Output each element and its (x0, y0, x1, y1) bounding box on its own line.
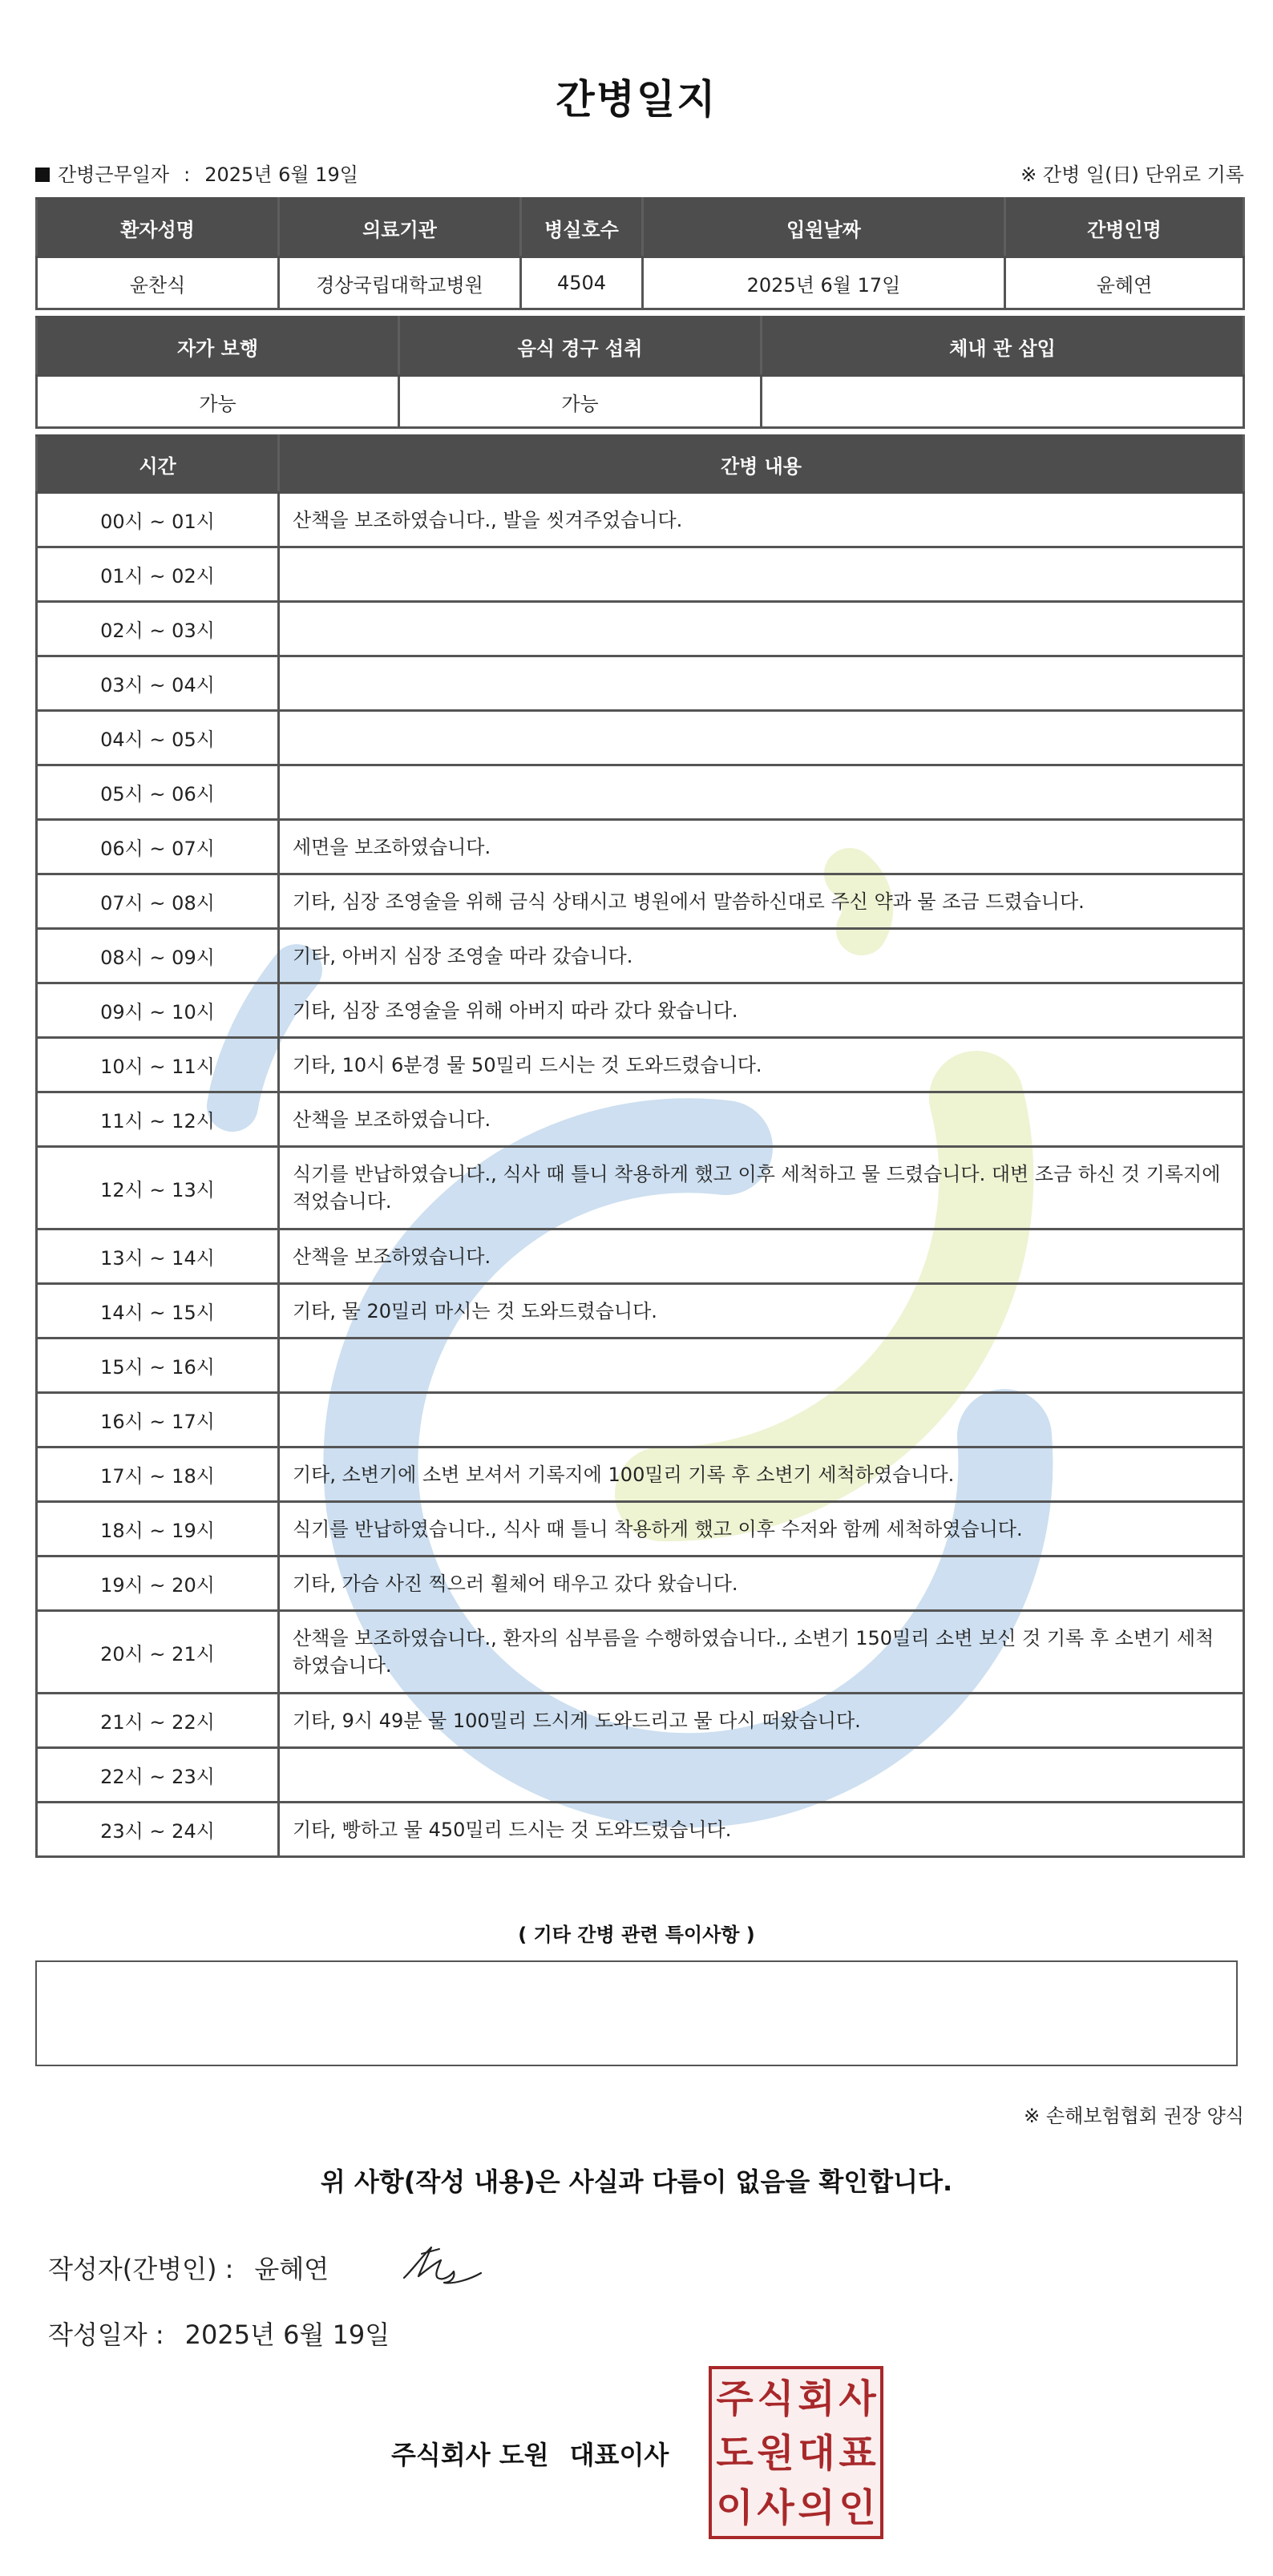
header-care-content: 간병 내용 (279, 436, 1244, 493)
header-tube-insertion: 체내 관 삽입 (762, 317, 1244, 376)
seal-glyph: 주 (716, 2376, 754, 2421)
care-log-body (37, 493, 1244, 1857)
written-date-label: 작성일자 : (48, 2320, 164, 2350)
care-note: 산책을 보조하였습니다. (279, 1092, 1244, 1147)
table-row (37, 656, 1244, 711)
time-slot: 01시 ~ 02시 (37, 547, 279, 602)
handwritten-signature (398, 2236, 486, 2289)
seal-glyph: 인 (839, 2485, 876, 2530)
written-date-value: 2025년 6월 19일 (184, 2320, 390, 2350)
care-note: 기타, 10시 6분경 물 50밀리 드시는 것 도와드렸습니다. (279, 1038, 1244, 1092)
table-row (37, 1284, 1244, 1338)
time-slot: 09시 ~ 10시 (37, 983, 279, 1038)
work-date-line (35, 159, 358, 187)
table-row (37, 1694, 1244, 1748)
care-note (279, 765, 1244, 820)
time-slot: 13시 ~ 14시 (37, 1229, 279, 1284)
time-slot: 03시 ~ 04시 (37, 656, 279, 711)
table-row (37, 1092, 1244, 1147)
header-patient-name: 환자성명 (37, 199, 279, 257)
header-caregiver-name: 간병인명 (1005, 199, 1244, 257)
seal-glyph: 의 (798, 2485, 835, 2530)
table-row (37, 1502, 1244, 1557)
table-row (37, 1229, 1244, 1284)
table-row (37, 1803, 1244, 1857)
special-notes-box (35, 1960, 1238, 2066)
table-row (37, 1557, 1244, 1611)
table-row (37, 765, 1244, 820)
care-note (279, 1748, 1244, 1803)
seal-glyph: 표 (839, 2431, 876, 2476)
header-time: 시간 (37, 436, 279, 493)
care-note: 기타, 심장 조영술을 위해 아버지 따라 갔다 왔습니다. (279, 983, 1244, 1038)
time-slot: 00시 ~ 01시 (37, 493, 279, 547)
tube-insertion (762, 376, 1244, 428)
seal-glyph: 이 (716, 2485, 754, 2530)
care-note: 기타, 소변기에 소변 보셔서 기록지에 100밀리 기록 후 소변기 세척하였습니다. (279, 1447, 1244, 1502)
special-notes-title: ( 기타 간병 관련 특이사항 ) (518, 1924, 755, 1946)
table-row (37, 1611, 1244, 1694)
seal-glyph: 대 (798, 2431, 835, 2476)
care-note: 기타, 아버지 심장 조영술 따라 갔습니다. (279, 929, 1244, 983)
writer-name: 윤혜연 (254, 2254, 329, 2284)
company-line (391, 2435, 669, 2472)
black-square-icon (35, 168, 50, 182)
company-representative: 대표이사 (569, 2440, 669, 2470)
company-name: 주식회사 도원 (391, 2440, 549, 2470)
care-note: 식기를 반납하였습니다., 식사 때 틀니 착용하게 했고 이후 세척하고 물 드렸습니다. 대변 조금 하신 것 기록지에 적었습니다. (279, 1147, 1244, 1229)
header-self-walking: 자가 보행 (37, 317, 399, 376)
time-slot: 21시 ~ 22시 (37, 1694, 279, 1748)
oral-intake: 가능 (399, 376, 762, 428)
hospital: 경상국립대학교병원 (279, 257, 521, 309)
patient-status-table (35, 316, 1245, 429)
time-slot: 19시 ~ 20시 (37, 1557, 279, 1611)
time-slot: 08시 ~ 09시 (37, 929, 279, 983)
writer-label: 작성자(간병인) : (48, 2254, 234, 2284)
time-slot: 23시 ~ 24시 (37, 1803, 279, 1857)
header-admission-date: 입원날짜 (643, 199, 1005, 257)
care-note (279, 711, 1244, 765)
work-date-value: 2025년 6월 19일 (204, 164, 358, 186)
time-slot: 06시 ~ 07시 (37, 820, 279, 874)
company-seal-stamp (709, 2366, 883, 2539)
care-note (279, 602, 1244, 656)
self-walking: 가능 (37, 376, 399, 428)
seal-glyph: 사 (757, 2485, 794, 2530)
work-date-label: 간병근무일자 (58, 164, 170, 186)
patient-name: 윤찬식 (37, 257, 279, 309)
care-note: 세면을 보조하였습니다. (279, 820, 1244, 874)
care-note: 기타, 물 20밀리 마시는 것 도와드렸습니다. (279, 1284, 1244, 1338)
care-note (279, 656, 1244, 711)
table-row (37, 711, 1244, 765)
time-slot: 14시 ~ 15시 (37, 1284, 279, 1338)
care-note: 기타, 빵하고 물 450밀리 드시는 것 도와드렸습니다. (279, 1803, 1244, 1857)
writer-line (48, 2249, 329, 2286)
written-date-line (48, 2315, 390, 2352)
care-note: 기타, 가슴 사진 찍으러 휠체어 태우고 갔다 왔습니다. (279, 1557, 1244, 1611)
care-note (279, 1338, 1244, 1393)
time-slot: 18시 ~ 19시 (37, 1502, 279, 1557)
seal-glyph: 원 (757, 2431, 794, 2476)
table-row (37, 820, 1244, 874)
table-row (37, 1038, 1244, 1092)
care-note: 기타, 심장 조영술을 위해 금식 상태시고 병원에서 말씀하신대로 주신 약과 물 조금 드렸습니다. (279, 874, 1244, 929)
time-slot: 20시 ~ 21시 (37, 1611, 279, 1694)
care-note: 산책을 보조하였습니다. (279, 1229, 1244, 1284)
table-row (37, 1393, 1244, 1447)
confirmation-statement: 위 사항(작성 내용)은 사실과 다름이 없음을 확인합니다. (320, 2166, 953, 2197)
time-slot: 11시 ~ 12시 (37, 1092, 279, 1147)
unit-note: ※ 간병 일(日) 단위로 기록 (1020, 164, 1244, 186)
time-slot: 15시 ~ 16시 (37, 1338, 279, 1393)
seal-glyph: 도 (716, 2431, 754, 2476)
time-slot: 02시 ~ 03시 (37, 602, 279, 656)
time-slot: 12시 ~ 13시 (37, 1147, 279, 1229)
table-row (37, 929, 1244, 983)
table-row (37, 1447, 1244, 1502)
time-slot: 05시 ~ 06시 (37, 765, 279, 820)
care-note (279, 1393, 1244, 1447)
colon: : (184, 164, 191, 186)
care-note: 식기를 반납하였습니다., 식사 때 틀니 착용하게 했고 이후 수저와 함께 세척하였습니다. (279, 1502, 1244, 1557)
care-note: 기타, 9시 49분 물 100밀리 드시게 도와드리고 물 다시 떠왔습니다. (279, 1694, 1244, 1748)
header-oral-intake: 음식 경구 섭취 (399, 317, 762, 376)
table-row (37, 493, 1244, 547)
care-log-table (35, 434, 1245, 1858)
page-title: 간병일지 (556, 76, 717, 123)
admission-date: 2025년 6월 17일 (643, 257, 1005, 309)
time-slot: 16시 ~ 17시 (37, 1393, 279, 1447)
room-number: 4504 (521, 257, 643, 309)
patient-info-table (35, 197, 1245, 310)
caregiver-name: 윤혜연 (1005, 257, 1244, 309)
seal-glyph: 사 (839, 2376, 876, 2421)
seal-glyph: 식 (757, 2376, 794, 2421)
care-note (279, 547, 1244, 602)
care-note: 산책을 보조하였습니다., 발을 씻겨주었습니다. (279, 493, 1244, 547)
table-row (37, 547, 1244, 602)
form-source-note: ※ 손해보험협회 권장 양식 (1024, 2105, 1244, 2127)
table-row (37, 983, 1244, 1038)
time-slot: 10시 ~ 11시 (37, 1038, 279, 1092)
seal-glyph: 회 (798, 2376, 835, 2421)
time-slot: 17시 ~ 18시 (37, 1447, 279, 1502)
table-row (37, 874, 1244, 929)
table-row (37, 602, 1244, 656)
table-row (37, 1147, 1244, 1229)
care-note: 산책을 보조하였습니다., 환자의 심부름을 수행하였습니다., 소변기 150밀리 소변 보신 것 기록 후 소변기 세척하였습니다. (279, 1611, 1244, 1694)
time-slot: 07시 ~ 08시 (37, 874, 279, 929)
time-slot: 22시 ~ 23시 (37, 1748, 279, 1803)
table-row (37, 1338, 1244, 1393)
header-room-number: 병실호수 (521, 199, 643, 257)
table-row (37, 1748, 1244, 1803)
header-hospital: 의료기관 (279, 199, 521, 257)
time-slot: 04시 ~ 05시 (37, 711, 279, 765)
